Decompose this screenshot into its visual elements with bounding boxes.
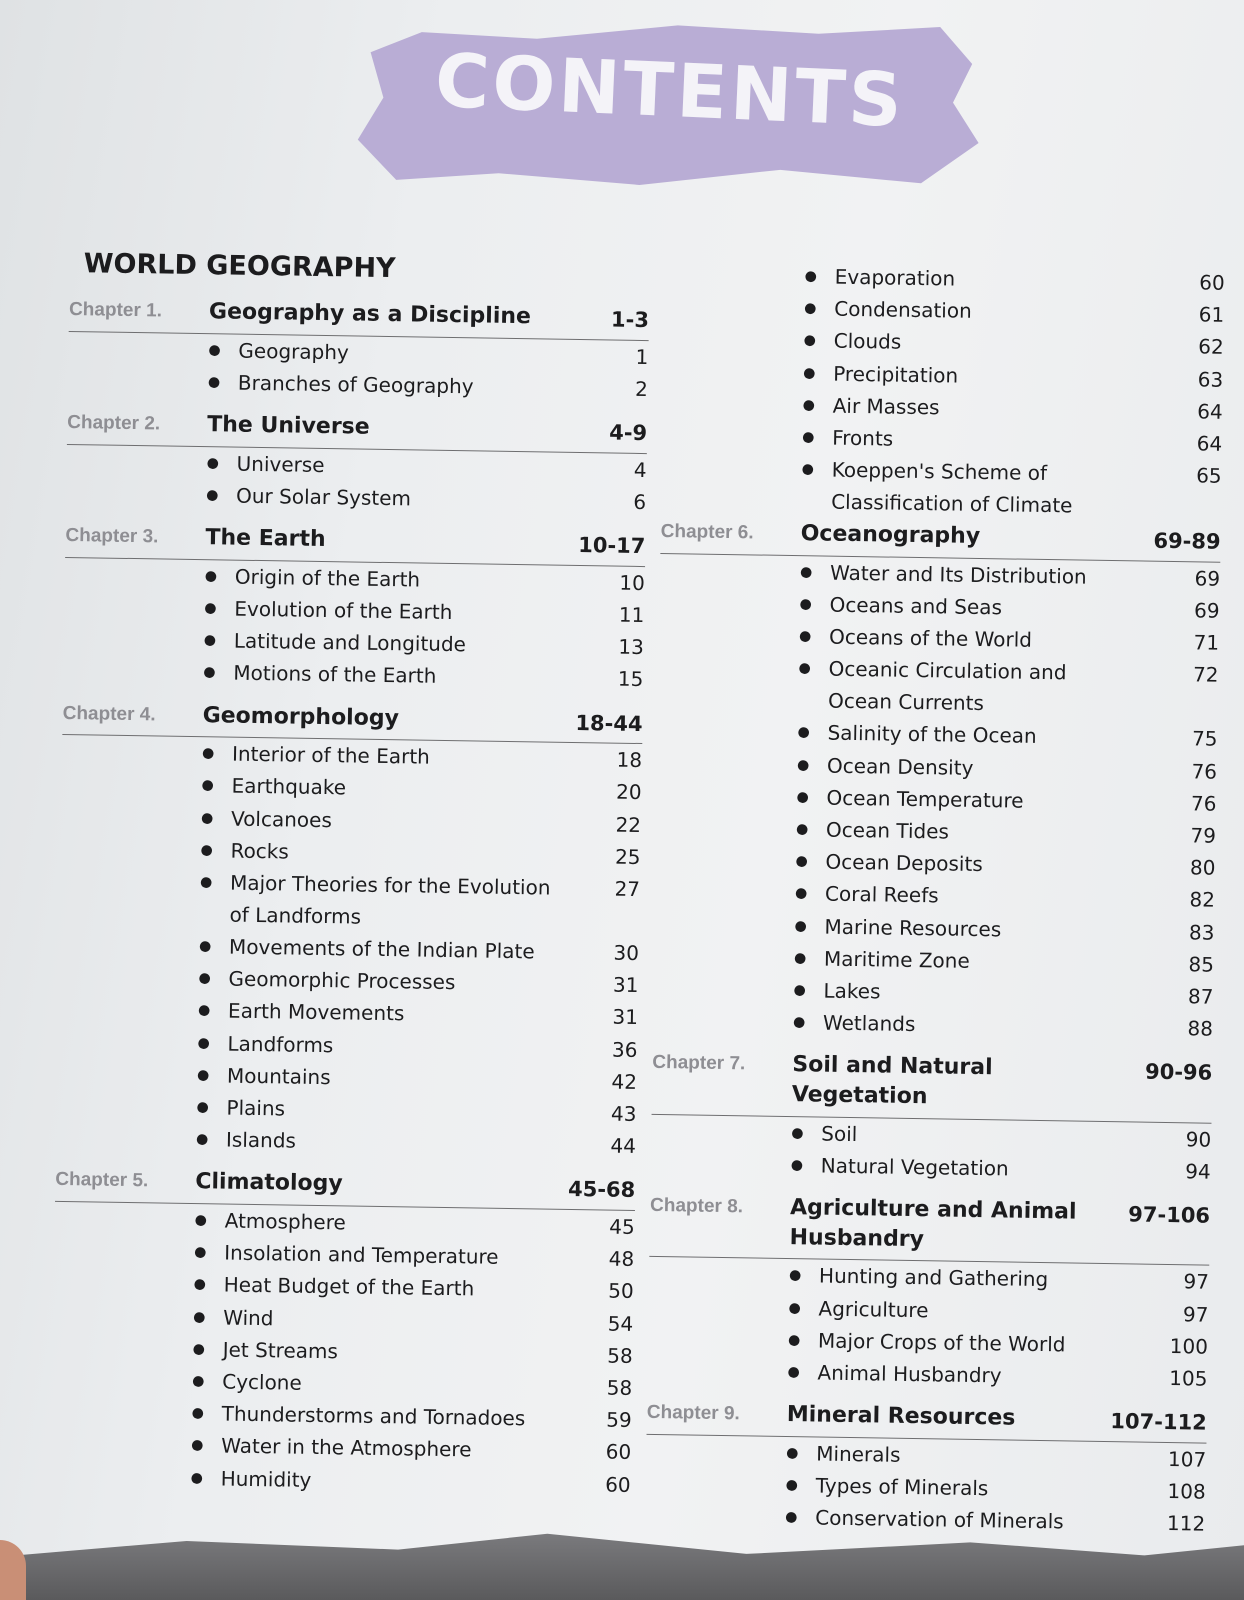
topic-page: 72 — [1192, 662, 1219, 688]
topic-title: Atmosphere — [224, 1208, 346, 1235]
chapter-number: Chapter 4. — [62, 702, 156, 725]
topic-page: 18 — [616, 747, 643, 773]
topic-page: 112 — [1166, 1511, 1206, 1536]
topic-page: 64 — [1197, 399, 1223, 424]
chapter-number: Chapter 7. — [652, 1052, 746, 1075]
bullet-icon: ● — [791, 1124, 804, 1141]
topic-page: 61 — [1198, 302, 1225, 327]
chapter-number: Chapter 2. — [67, 412, 161, 435]
topic-title: Mountains — [226, 1063, 331, 1089]
topic-page: 60 — [605, 1439, 632, 1465]
topic-title: Origin of the Earth — [234, 564, 421, 592]
chapter-block — [651, 1046, 1213, 1188]
bullet-icon: ● — [796, 756, 810, 773]
topic-page: 44 — [610, 1133, 637, 1159]
topic-page: 48 — [608, 1246, 635, 1272]
bullet-icon: ● — [196, 1099, 209, 1116]
topic-title: Water and Its Distribution — [829, 560, 1087, 589]
topic-title: Thunderstorms and Tornadoes — [221, 1401, 526, 1431]
bullet-icon: ● — [788, 1299, 801, 1316]
thumb-edge — [0, 1540, 26, 1600]
chapter-title: Geomorphology — [202, 702, 400, 731]
bullet-icon: ● — [795, 853, 808, 870]
topic-page: 80 — [1189, 855, 1216, 880]
chapter-block — [645, 1396, 1207, 1540]
chapter-page-range: 1-3 — [610, 307, 650, 333]
topic-page: 1 — [635, 344, 649, 369]
topic-page: 62 — [1198, 334, 1224, 360]
chapter-page-range: 90-96 — [1144, 1059, 1213, 1085]
chapter-number: Chapter 6. — [660, 521, 754, 544]
bullet-icon: ● — [787, 1331, 801, 1349]
bullet-icon: ● — [192, 1372, 205, 1390]
bullet-icon: ● — [203, 632, 217, 649]
topic-page: 85 — [1188, 951, 1215, 977]
topic-page: 58 — [607, 1343, 633, 1368]
topic-title: Plains — [226, 1095, 286, 1121]
topic-page: 25 — [614, 844, 641, 869]
topic-title: Air Masses — [832, 393, 940, 420]
bullet-icon: ● — [208, 341, 221, 359]
chapter-title: Geography as a Discipline — [208, 299, 532, 330]
bullet-icon: ● — [193, 1276, 207, 1293]
topic-page: 97 — [1183, 1269, 1210, 1295]
topic-title: Natural Vegetation — [820, 1153, 1009, 1181]
topic-title: Geography — [238, 338, 350, 365]
topic-page: 107 — [1167, 1446, 1207, 1472]
topic-row — [801, 453, 1222, 524]
topic-title: Types of Minerals — [815, 1473, 989, 1501]
topic-page: 83 — [1188, 919, 1215, 945]
bullet-icon: ● — [201, 745, 215, 762]
topic-title: Major Theories for the Evolution of Landforms — [229, 870, 551, 929]
bullet-icon: ● — [788, 1267, 802, 1284]
left-chapter-list — [50, 293, 649, 1501]
chapter-number: Chapter 1. — [68, 298, 163, 322]
topic-title: Koeppen's Scheme of Classification of Climate — [831, 457, 1073, 518]
bullet-icon: ● — [785, 1509, 798, 1526]
topic-title: Latitude and Longitude — [233, 628, 467, 657]
right-column — [645, 258, 1225, 1550]
bullet-icon: ● — [197, 1002, 211, 1019]
bullet-icon: ● — [198, 938, 212, 955]
topic-title: Movements of the Indian Plate — [228, 934, 535, 964]
topic-title: Animal Husbandry — [817, 1360, 1002, 1388]
bullet-icon: ● — [794, 917, 807, 934]
topic-page: 6 — [633, 489, 647, 515]
bullet-icon: ● — [207, 374, 221, 391]
bullet-icon: ● — [787, 1364, 800, 1381]
bullet-icon: ● — [792, 1014, 806, 1031]
bullet-icon: ● — [195, 1131, 209, 1148]
topic-title: Interior of the Earth — [231, 741, 431, 769]
bullet-icon: ● — [803, 364, 816, 381]
topic-page: 75 — [1191, 726, 1218, 752]
topic-title: Salinity of the Ocean — [827, 720, 1037, 749]
bullet-icon: ● — [204, 567, 218, 585]
topic-title: Insolation and Temperature — [224, 1240, 499, 1270]
topic-title: Clouds — [833, 329, 902, 355]
chapter-page-range: 4-9 — [609, 420, 648, 446]
topic-page: 31 — [612, 972, 639, 998]
bullet-icon: ● — [796, 788, 809, 806]
topic-page: 65 — [1196, 463, 1222, 488]
section-title: WORLD GEOGRAPHY — [83, 248, 396, 285]
bullet-icon: ● — [799, 596, 812, 613]
topic-title: Cyclone — [222, 1369, 302, 1395]
topic-page: 42 — [611, 1069, 638, 1094]
topic-page: 54 — [607, 1311, 634, 1336]
topic-title: Maritime Zone — [823, 946, 970, 973]
topic-page: 105 — [1169, 1365, 1208, 1391]
chapter-header — [649, 1189, 1210, 1266]
chapter-title: Soil and Natural Vegetation — [791, 1052, 993, 1110]
bullet-icon: ● — [199, 874, 213, 891]
bullet-icon: ● — [802, 396, 816, 414]
chapter-block — [50, 1163, 635, 1500]
topic-title: Earthquake — [231, 774, 347, 800]
topic-page: 60 — [1199, 270, 1225, 295]
topic-title: Precipitation — [833, 361, 959, 388]
topic-title: Ocean Temperature — [826, 785, 1024, 813]
bullet-icon: ● — [785, 1477, 799, 1494]
topic-page: 100 — [1169, 1333, 1209, 1359]
bullet-icon: ● — [194, 1212, 208, 1229]
chapter-block — [56, 697, 643, 1163]
topic-page: 76 — [1190, 791, 1217, 816]
continued-topic-list — [661, 258, 1225, 524]
bullet-icon: ● — [191, 1405, 205, 1422]
topic-title: Humidity — [220, 1466, 312, 1492]
topic-page: 2 — [634, 376, 649, 401]
bullet-icon: ● — [190, 1469, 204, 1486]
bullet-icon: ● — [194, 1244, 207, 1261]
topic-page: 13 — [618, 634, 644, 660]
bullet-icon: ● — [193, 1308, 206, 1325]
topic-page: 10 — [619, 570, 645, 595]
bullet-icon: ● — [197, 1034, 210, 1051]
chapter-block — [66, 406, 648, 518]
chapter-page-range: 45-68 — [567, 1177, 636, 1203]
chapter-title: Climatology — [195, 1169, 343, 1197]
topic-page: 60 — [605, 1472, 631, 1497]
topic-page: 45 — [609, 1214, 635, 1239]
topic-title: Evaporation — [834, 264, 956, 291]
right-chapter-list — [645, 515, 1221, 1540]
topic-title: Islands — [225, 1127, 297, 1153]
bullet-icon: ● — [795, 821, 809, 838]
topic-page: 4 — [633, 457, 647, 482]
chapter-block — [68, 293, 650, 405]
chapter-number: Chapter 9. — [646, 1401, 740, 1425]
topic-title: Oceanic Circulation and Ocean Currents — [827, 656, 1067, 716]
topic-title: Soil — [821, 1121, 858, 1146]
topic-page: 90 — [1185, 1126, 1212, 1152]
topic-row — [658, 650, 1219, 723]
topic-page: 97 — [1182, 1301, 1209, 1327]
topic-title: Condensation — [834, 296, 972, 324]
bullet-icon: ● — [201, 777, 214, 794]
bullet-icon: ● — [206, 487, 219, 504]
topic-page: 64 — [1196, 431, 1223, 456]
bullet-icon: ● — [803, 332, 817, 349]
bullet-icon: ● — [802, 429, 815, 446]
topic-title: Fronts — [832, 425, 894, 451]
topic-page: 11 — [618, 602, 645, 628]
topic-title: Lakes — [823, 978, 881, 1004]
topic-page: 71 — [1193, 630, 1220, 655]
topic-title: Rocks — [230, 838, 289, 864]
topic-title: Volcanoes — [230, 806, 333, 832]
chapter-page-range: 97-106 — [1128, 1202, 1211, 1228]
topic-title: Water in the Atmosphere — [221, 1433, 472, 1462]
bullet-icon: ● — [798, 628, 812, 645]
topic-page: 30 — [613, 940, 640, 966]
topic-title: Ocean Density — [826, 753, 974, 780]
topic-title: Oceans and Seas — [829, 592, 1003, 620]
bullet-icon: ● — [804, 300, 817, 317]
chapter-page-range: 69-89 — [1153, 528, 1221, 554]
topic-title: Minerals — [816, 1441, 901, 1467]
bullet-icon: ● — [793, 981, 806, 999]
topic-title: Wind — [223, 1305, 274, 1330]
topic-page: 69 — [1194, 566, 1221, 591]
bullet-icon: ● — [794, 885, 808, 902]
topic-page: 88 — [1187, 1016, 1214, 1041]
topic-title: Wetlands — [822, 1010, 916, 1037]
chapter-title: The Universe — [207, 412, 370, 440]
topic-title: Our Solar System — [235, 483, 412, 511]
chapter-page-range: 107-112 — [1110, 1409, 1207, 1435]
topic-page: 63 — [1197, 366, 1224, 392]
chapter-number: Chapter 8. — [649, 1194, 744, 1218]
topic-title: Conservation of Minerals — [815, 1505, 1064, 1534]
bullet-icon: ● — [797, 724, 810, 741]
topic-page: 87 — [1187, 984, 1214, 1009]
bullet-icon: ● — [200, 841, 213, 859]
chapter-title: Agriculture and Animal Husbandry — [789, 1195, 1077, 1252]
topic-title: Marine Resources — [824, 914, 1002, 941]
topic-page: 58 — [606, 1375, 633, 1400]
topic-title: Landforms — [227, 1031, 334, 1057]
topic-title: Ocean Tides — [825, 817, 950, 844]
bullet-icon: ● — [786, 1444, 799, 1462]
bullet-icon: ● — [198, 970, 211, 987]
bullet-icon: ● — [206, 454, 219, 472]
chapter-number: Chapter 5. — [55, 1169, 149, 1192]
chapter-page-range: 18-44 — [575, 710, 643, 736]
bullet-icon: ● — [801, 461, 815, 478]
topic-title: Coral Reefs — [824, 881, 939, 908]
topic-title: Heat Budget of the Earth — [223, 1272, 475, 1301]
bullet-icon: ● — [191, 1437, 204, 1454]
bullet-icon: ● — [203, 664, 216, 681]
topic-page: 20 — [615, 780, 642, 805]
topic-title: Motions of the Earth — [233, 660, 437, 689]
chapter-header — [652, 1046, 1213, 1123]
topic-page: 108 — [1167, 1479, 1206, 1504]
chapter-title: The Earth — [205, 525, 326, 553]
chapter-block — [647, 1189, 1210, 1395]
topic-page: 94 — [1185, 1159, 1211, 1184]
topic-title: Ocean Deposits — [825, 849, 983, 877]
topic-page: 36 — [611, 1037, 638, 1062]
topic-page: 31 — [612, 1004, 639, 1030]
topic-title: Hunting and Gathering — [818, 1263, 1049, 1292]
topic-title: Major Crops of the World — [817, 1328, 1066, 1357]
topic-row — [59, 864, 640, 937]
bullet-icon: ● — [200, 809, 214, 826]
chapter-block — [653, 515, 1221, 1045]
bullet-icon: ● — [804, 268, 818, 285]
topic-page: 27 — [614, 876, 641, 902]
topic-title: Universe — [236, 451, 325, 477]
bullet-icon: ● — [790, 1156, 804, 1174]
bullet-icon: ● — [192, 1340, 206, 1358]
topic-page: 50 — [608, 1278, 634, 1304]
bullet-icon: ● — [196, 1066, 210, 1084]
bullet-icon: ● — [793, 949, 807, 966]
chapter-page-range: 10-17 — [578, 533, 646, 559]
topic-page: 59 — [606, 1407, 632, 1433]
topic-page: 22 — [615, 812, 642, 837]
topic-title: Earth Movements — [227, 998, 405, 1026]
topic-title: Branches of Geography — [237, 370, 474, 399]
bullet-icon: ● — [798, 660, 811, 677]
topic-page: 76 — [1191, 758, 1218, 784]
topic-page: 69 — [1193, 598, 1220, 623]
topic-title: Evolution of the Earth — [234, 596, 453, 625]
topic-title: Agriculture — [818, 1296, 929, 1322]
topic-page: 82 — [1189, 887, 1216, 913]
contents-heading: CONTENTS — [433, 37, 907, 145]
chapter-number: Chapter 3. — [65, 525, 159, 548]
left-column — [50, 248, 650, 1511]
topic-page: 79 — [1190, 823, 1217, 848]
chapter-title: Oceanography — [800, 521, 981, 550]
bullet-icon: ● — [204, 600, 217, 617]
topic-title: Geomorphic Processes — [228, 966, 456, 995]
topic-title: Oceans of the World — [828, 624, 1033, 652]
bullet-icon: ● — [799, 563, 813, 581]
chapter-title: Mineral Resources — [786, 1402, 1016, 1431]
topic-title: Jet Streams — [222, 1337, 339, 1364]
topic-page: 15 — [617, 667, 644, 692]
chapter-block — [63, 519, 646, 696]
topic-page: 43 — [610, 1101, 637, 1126]
